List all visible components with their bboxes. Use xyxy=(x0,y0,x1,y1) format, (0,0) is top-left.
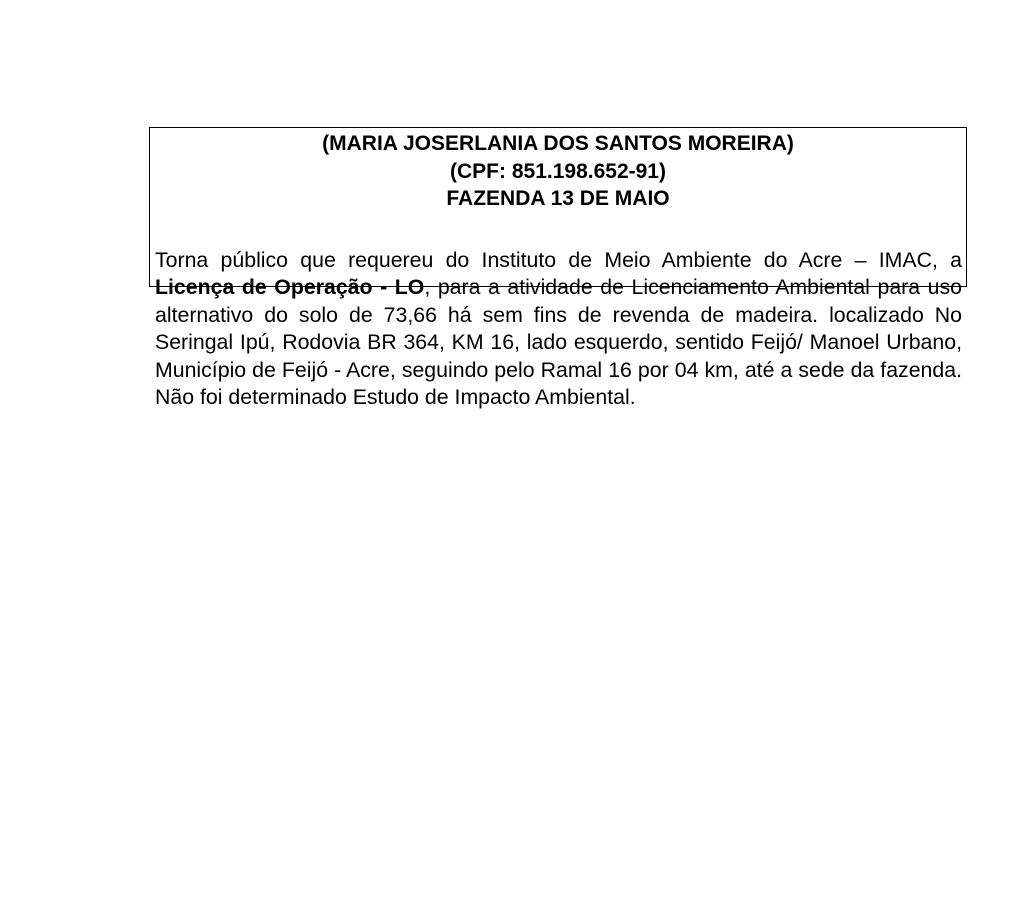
notice-header xyxy=(149,130,967,213)
notice-intro: Torna público que requereu do Instituto de Meio Ambiente do Acre – IMAC, a xyxy=(155,248,962,272)
property-name: FAZENDA 13 DE MAIO xyxy=(446,187,670,210)
notice-body xyxy=(155,247,962,411)
notice-details: , para a atividade de Licenciamento Ambiental para uso alternativo do solo de 73,66 há sem fins de revenda de madeira. localizado No Seringal Ipú, Rodovia BR 364, KM 16, lado esquerdo, sentido Feijó/ Manoel Urbano, Município de Feijó - Acre, seguindo pelo Ramal 16 por 04 km, até a sede da fazenda. Não foi determinado Estudo de Impacto Ambiental. xyxy=(155,275,962,410)
applicant-name: (MARIA JOSERLANIA DOS SANTOS MOREIRA) xyxy=(322,132,794,155)
license-type: Licença de Operação - LO xyxy=(155,275,425,300)
applicant-cpf: (CPF: 851.198.652-91) xyxy=(450,159,666,183)
